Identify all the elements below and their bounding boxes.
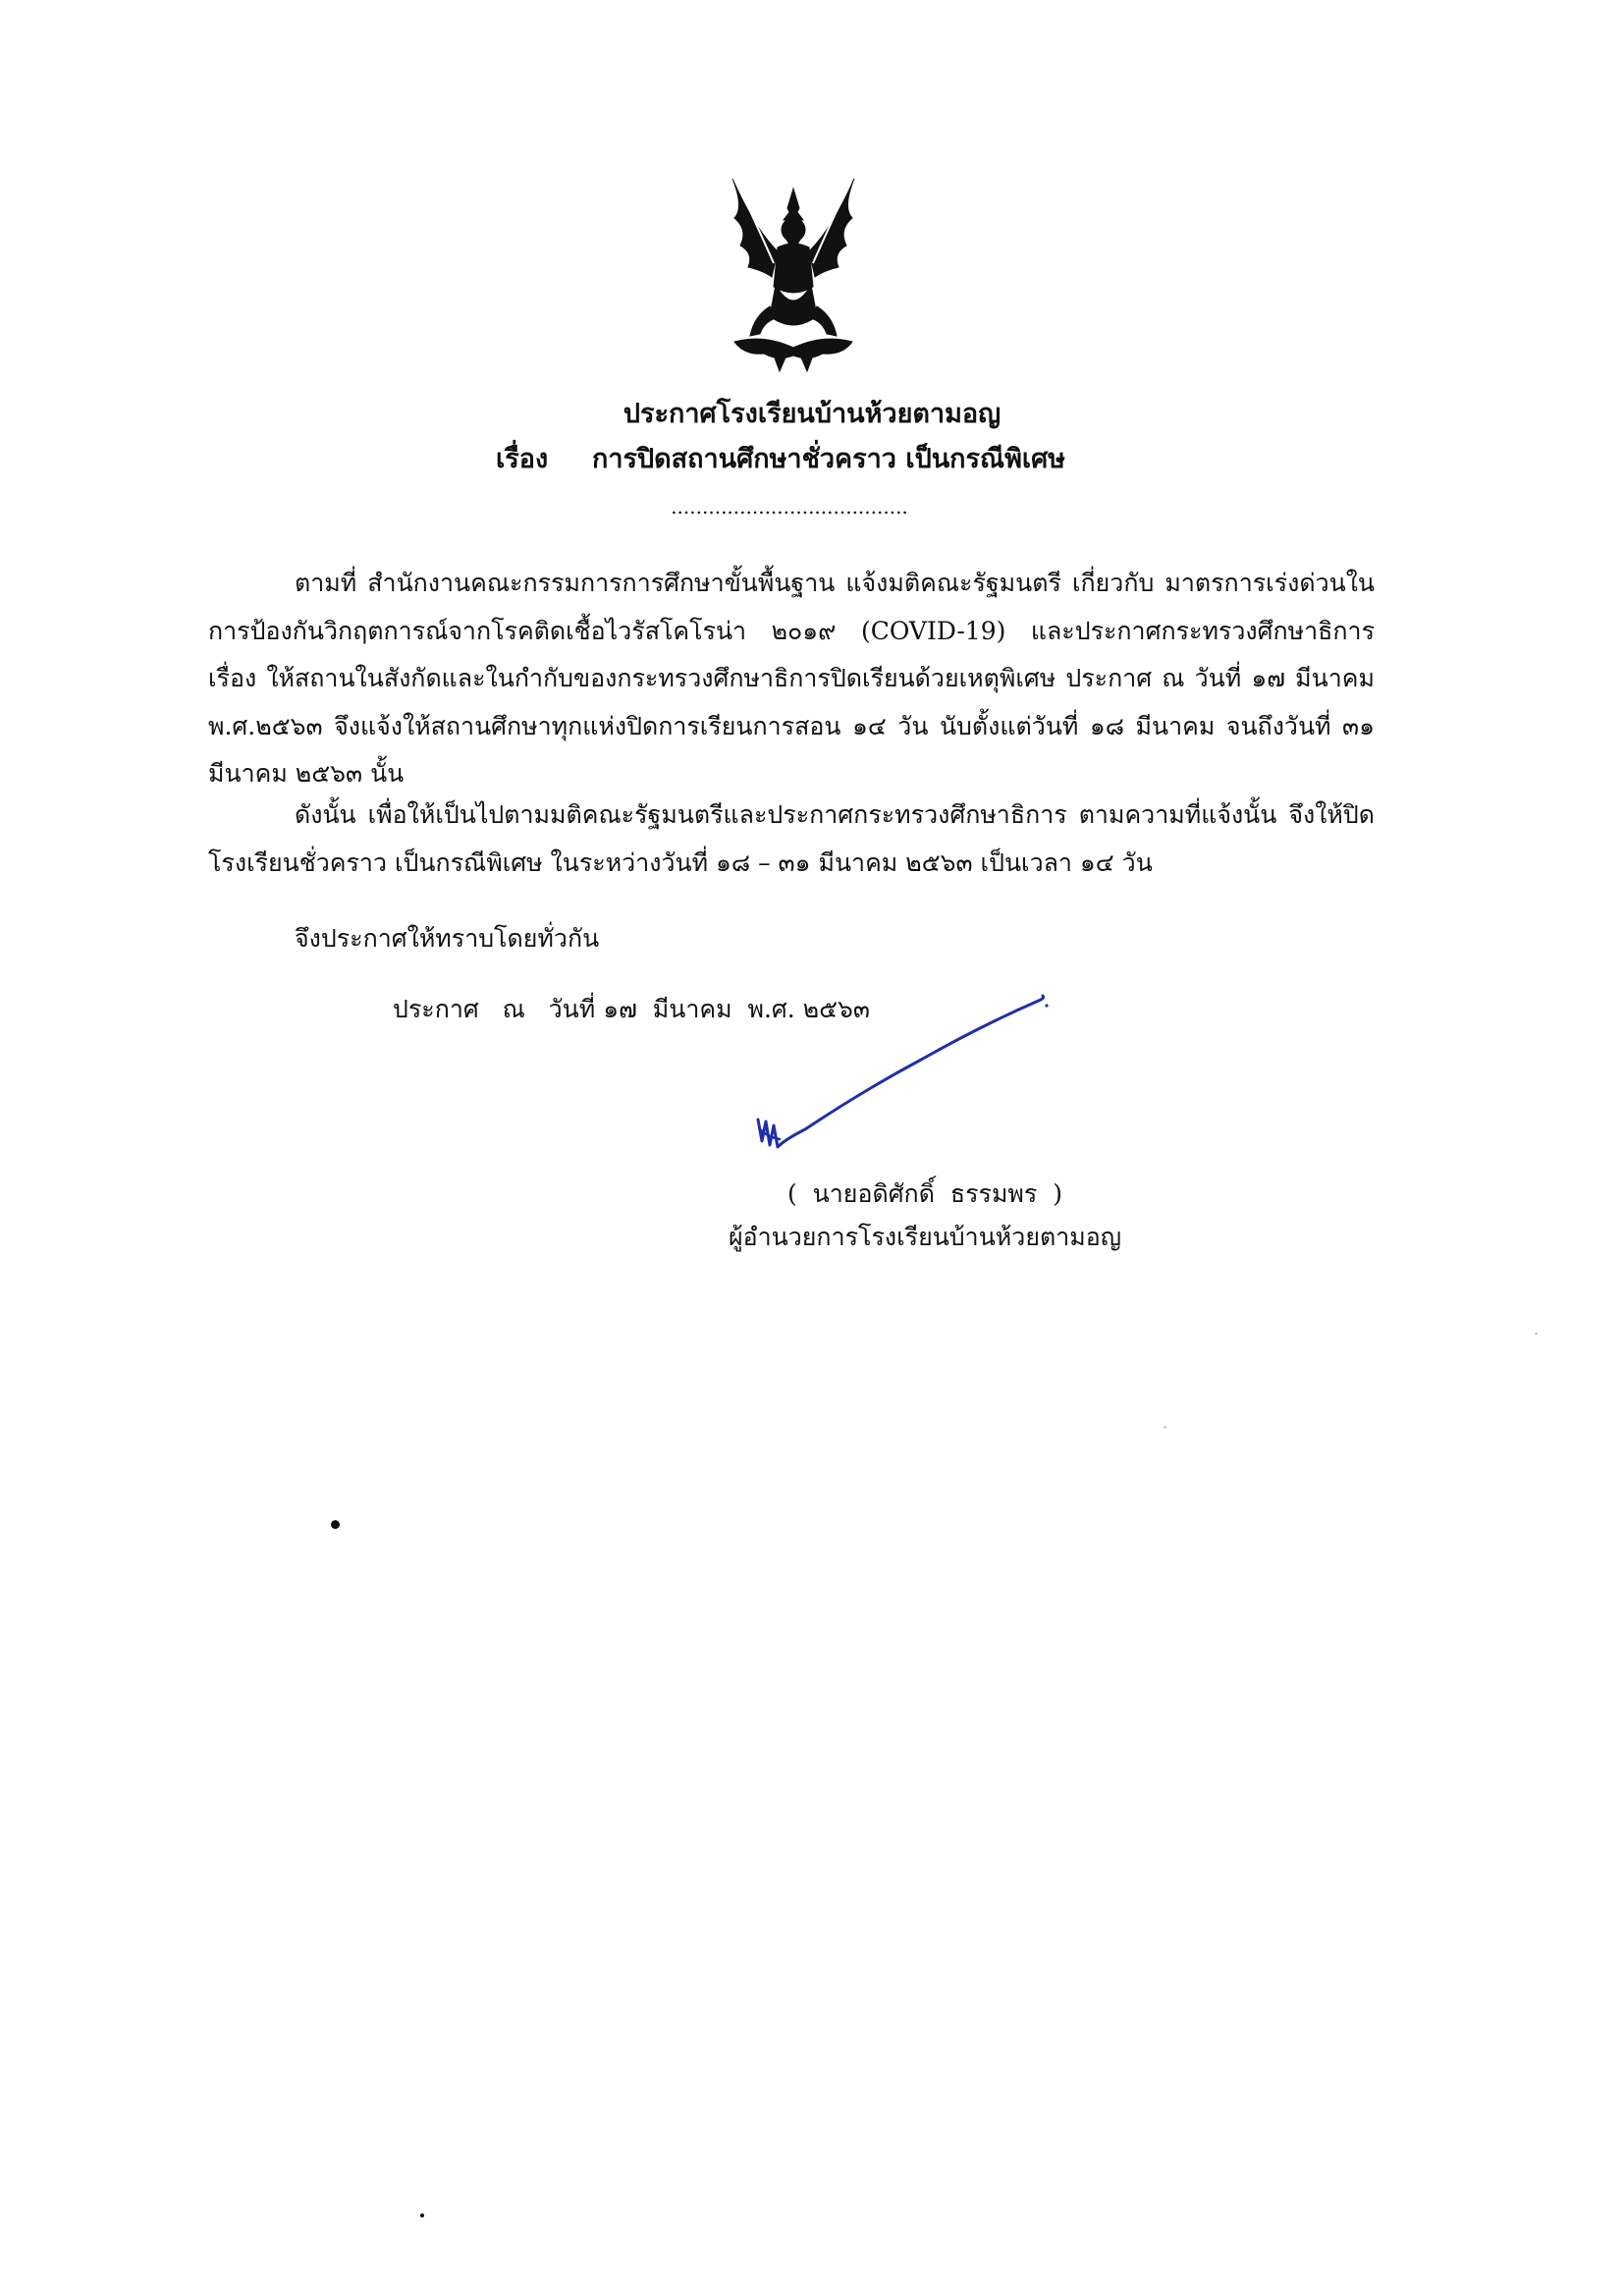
announcement-title: ประกาศโรงเรียนบ้านห้วยตามอญ (623, 399, 1001, 429)
scan-speck (1164, 1426, 1166, 1429)
closing-statement: จึงประกาศให้ทราบโดยทั่วกัน (295, 924, 600, 953)
subject-text: การปิดสถานศึกษาชั่วคราว เป็นกรณีพิเศษ (592, 444, 1066, 474)
signer-position: ผู้อำนวยการโรงเรียนบ้านห้วยตามอญ (728, 1223, 1122, 1251)
body-paragraph-1: ตามที่ สำนักงานคณะกรรมการการศึกษาขั้นพื้นฐาน แจ้งมติคณะรัฐมนตรี เกี่ยวกับ มาตรการเร่งด่วนในการป้องกันวิกฤตการณ์จากโรคติดเชื้อไวรัสโคโรน่า ๒๐๑๙ (COVID-19) และประกาศกระทรวงศึกษาธิการ เรื่อง ให้สถานในสังกัดและในกำกับของกระทรวงศึกษาธิการปิดเรียนด้วยเหตุพิเศษ ประกาศ ณ วันที่ ๑๗ มีนาคม พ.ศ.๒๕๖๓ จึงแจ้งให้สถานศึกษาทุกแห่งปิดการเรียนการสอน ๑๔ วัน นับตั้งแต่วันที่ ๑๘ มีนาคม จนถึงวันที่ ๓๑ มีนาคม ๒๕๖๓ นั้น (208, 569, 1375, 788)
garuda-emblem-icon (715, 169, 872, 375)
scan-speck (331, 1520, 340, 1529)
title-divider: ...................................... (671, 497, 908, 517)
subject-line (496, 440, 1065, 479)
subject-label: เรื่อง (496, 444, 549, 474)
scan-speck (420, 2214, 424, 2217)
signer-name: ( นายอดิศักดิ์ ธรรมพร ) (787, 1179, 1062, 1208)
announcement-date: ประกาศ ณ วันที่ ๑๗ มีนาคม พ.ศ. ๒๕๖๓ (393, 995, 871, 1023)
handwritten-signature-icon (746, 982, 1070, 1169)
scan-speck (1535, 1333, 1538, 1335)
body-paragraph-2: ดังนั้น เพื่อให้เป็นไปตามมติคณะรัฐมนตรีและประกาศกระทรวงศึกษาธิการ ตามความที่แจ้งนั้น จึงให้ปิดโรงเรียนชั่วคราว เป็นกรณีพิเศษ ในระหว่างวันที่ ๑๘ – ๓๑ มีนาคม ๒๕๖๓ เป็นเวลา ๑๔ วัน (208, 800, 1375, 877)
